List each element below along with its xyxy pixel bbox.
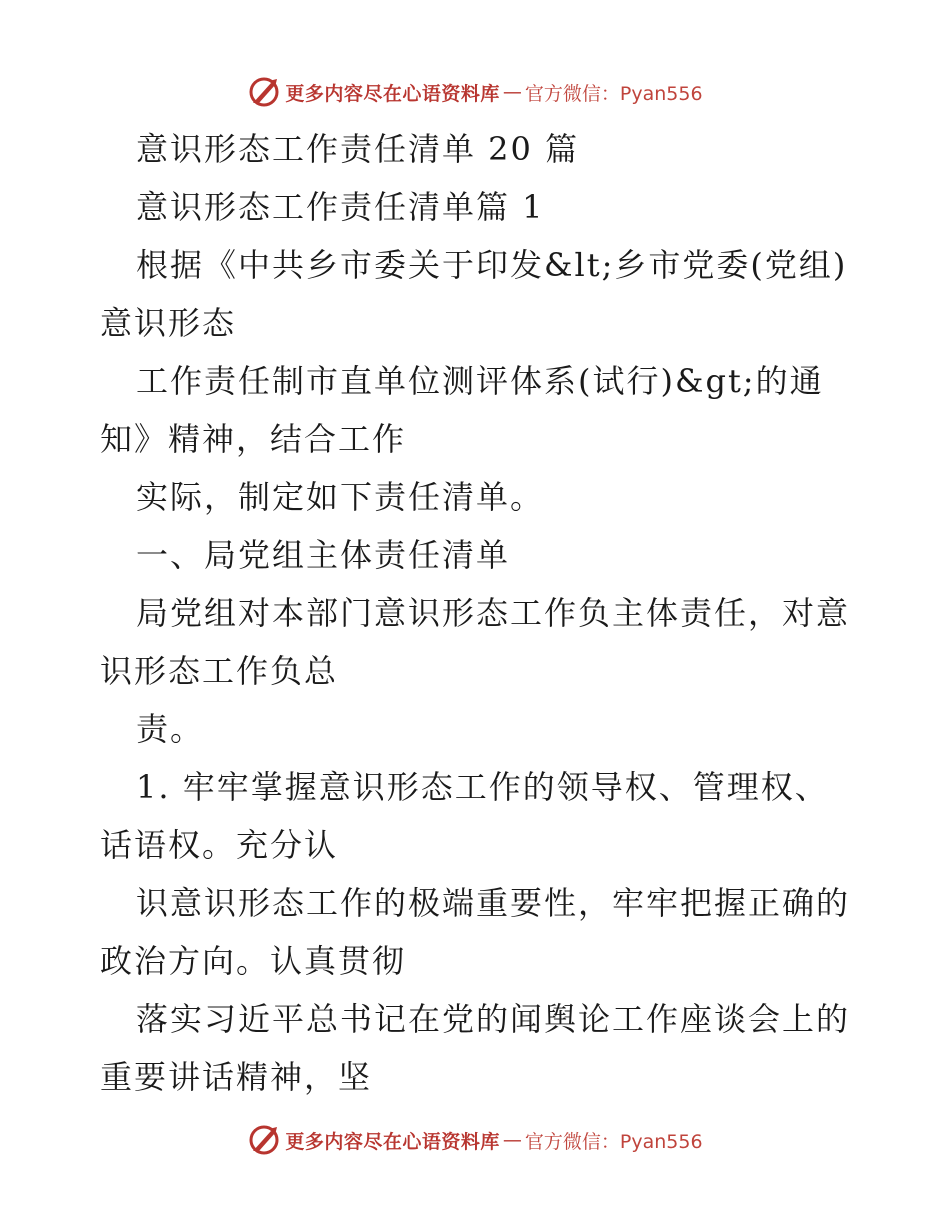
list-item-line: 1. 牢牢掌握意识形态工作的领导权、管理权、 (136, 768, 829, 806)
watermark-separator: — (502, 1129, 522, 1151)
paragraph-line: 责。 (136, 710, 205, 748)
paragraph-line: 落实习近平总书记在党的闻舆论工作座谈会上的 (136, 1000, 851, 1038)
paragraph-line: 重要讲话精神，坚 (100, 1058, 373, 1096)
paragraph-line: 工作责任制市直单位测评体系(试行)&gt;的通 (136, 362, 824, 400)
subsection-heading: 一、局党组主体责任清单 (136, 536, 511, 574)
paragraph-line: 局党组对本部门意识形态工作负主体责任，对意 (136, 594, 851, 632)
paragraph-line: 意识形态 (100, 304, 237, 342)
paragraph-line: 知》精神，结合工作 (100, 420, 407, 458)
paragraph-line: 识形态工作负总 (100, 652, 339, 690)
paragraph-line: 实际，制定如下责任清单。 (136, 478, 545, 516)
paragraph-line: 根据《中共乡市委关于印发&lt;乡市党委(党组) (136, 246, 848, 284)
document-title: 意识形态工作责任清单 20 篇 (136, 130, 580, 168)
paragraph-line: 话语权。充分认 (100, 826, 339, 864)
quill-pen-logo-icon (247, 75, 281, 109)
section-heading: 意识形态工作责任清单篇 1 (136, 188, 545, 226)
watermark-site-name: 更多内容尽在心语资料库 (285, 1130, 500, 1153)
watermark-contact: 官方微信：Pyan556 (524, 1130, 703, 1153)
paragraph-line: 政治方向。认真贯彻 (100, 942, 407, 980)
paragraph-line: 识意识形态工作的极端重要性，牢牢把握正确的 (136, 884, 851, 922)
watermark-contact: 官方微信：Pyan556 (524, 82, 703, 105)
document-body (100, 120, 860, 1106)
footer-watermark (0, 1120, 950, 1160)
quill-pen-logo-icon (247, 1123, 281, 1157)
watermark-separator: — (502, 81, 522, 103)
header-watermark (0, 72, 950, 112)
watermark-site-name: 更多内容尽在心语资料库 (285, 82, 500, 105)
